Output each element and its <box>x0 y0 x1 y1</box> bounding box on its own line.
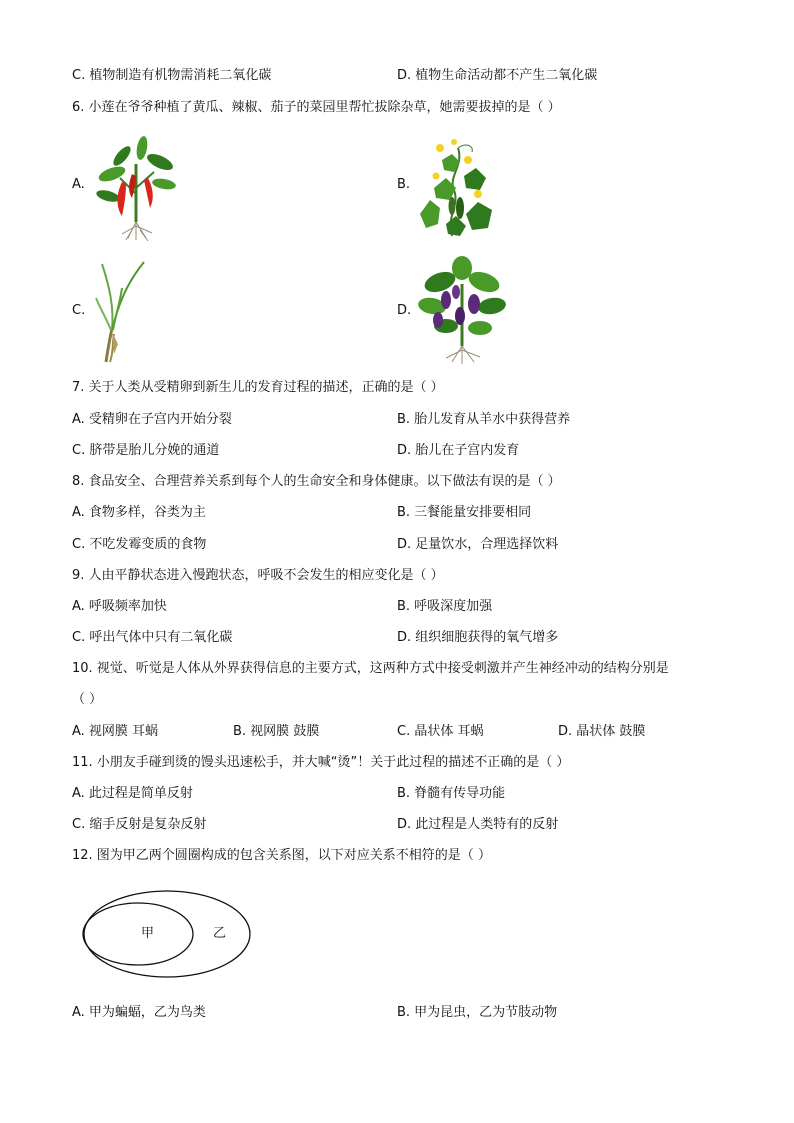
q7-stem: 7. 关于人类从受精卵到新生儿的发育过程的描述，正确的是（ ） <box>72 380 444 395</box>
q6-option-a-label: A. <box>72 177 85 192</box>
q11-option-b: B. 脊髓有传导功能 <box>397 786 506 801</box>
q10-option-c: C. 晶状体 耳蜗 <box>397 724 484 739</box>
q8-option-a: A. 食物多样，谷类为主 <box>72 505 206 520</box>
q7-option-a: A. 受精卵在子宫内开始分裂 <box>72 412 232 427</box>
q9-option-c: C. 呼出气体中只有二氧化碳 <box>72 630 233 645</box>
q5-option-d: D. 植物生命活动都不产生二氧化碳 <box>397 68 598 83</box>
q10-option-a: A. 视网膜 耳蜗 <box>72 724 159 739</box>
q10-stem: 10. 视觉、听觉是人体从外界获得信息的主要方式，这两种方式中接受刺激并产生神经冲动的结构分别是 <box>72 661 669 676</box>
q12-stem: 12. 图为甲乙两个圆圈构成的包含关系图，以下对应关系不相符的是（ ） <box>72 848 491 863</box>
q8-stem: 8. 食品安全、合理营养关系到每个人的生命安全和身体健康。以下做法有误的是（ ） <box>72 474 561 489</box>
q8-option-c: C. 不吃发霉变质的食物 <box>72 537 207 552</box>
q9-option-d: D. 组织细胞获得的氧气增多 <box>397 630 559 645</box>
q7-option-c: C. 脐带是胎儿分娩的通道 <box>72 443 220 458</box>
q7-option-d: D. 胎儿在子宫内发育 <box>397 443 520 458</box>
q8-option-b: B. 三餐能量安排要相同 <box>397 505 532 520</box>
q6-option-d-label: D. <box>397 303 412 318</box>
q9-stem: 9. 人由平静状态进入慢跑状态，呼吸不会发生的相应变化是（ ） <box>72 568 444 583</box>
q6-option-b-label: B. <box>397 177 411 192</box>
q7-option-b: B. 胎儿发育从羊水中获得营养 <box>397 412 571 427</box>
q5-option-c: C. 植物制造有机物需消耗二氧化碳 <box>72 68 272 83</box>
inner-label: 甲 <box>141 926 155 941</box>
q12-option-a: A. 甲为蝙蝠，乙为鸟类 <box>72 1005 206 1020</box>
q11-option-c: C. 缩手反射是复杂反射 <box>72 817 207 832</box>
q10-option-d: D. 晶状体 鼓膜 <box>558 724 646 739</box>
q11-option-a: A. 此过程是简单反射 <box>72 786 193 801</box>
venn-diagram <box>80 888 254 980</box>
q11-stem: 11. 小朋友手碰到烫的馒头迅速松手，并大喊“烫”！关于此过程的描述不正确的是（ ） <box>72 755 570 770</box>
q10-option-b: B. 视网膜 鼓膜 <box>233 724 320 739</box>
q9-option-a: A. 呼吸频率加快 <box>72 599 167 614</box>
eggplant-plant-icon <box>416 254 506 370</box>
q6-stem: 6. 小莲在爷爷种植了黄瓜、辣椒、茄子的菜园里帮忙拔除杂草，她需要拔掉的是（ ） <box>72 100 561 115</box>
q8-option-d: D. 足量饮水，合理选择饮料 <box>397 537 559 552</box>
q6-option-c-label: C. <box>72 303 86 318</box>
inner-circle-jia <box>83 903 193 965</box>
cucumber-plant-icon <box>416 136 500 244</box>
grass-weed-icon <box>92 258 148 370</box>
outer-label: 乙 <box>213 926 227 941</box>
q11-option-d: D. 此过程是人类特有的反射 <box>397 817 559 832</box>
q10-stem-blank: （ ） <box>72 692 103 707</box>
q12-option-b: B. 甲为昆虫，乙为节肢动物 <box>397 1005 558 1020</box>
q9-option-b: B. 呼吸深度加强 <box>397 599 493 614</box>
pepper-plant-icon <box>92 134 182 246</box>
